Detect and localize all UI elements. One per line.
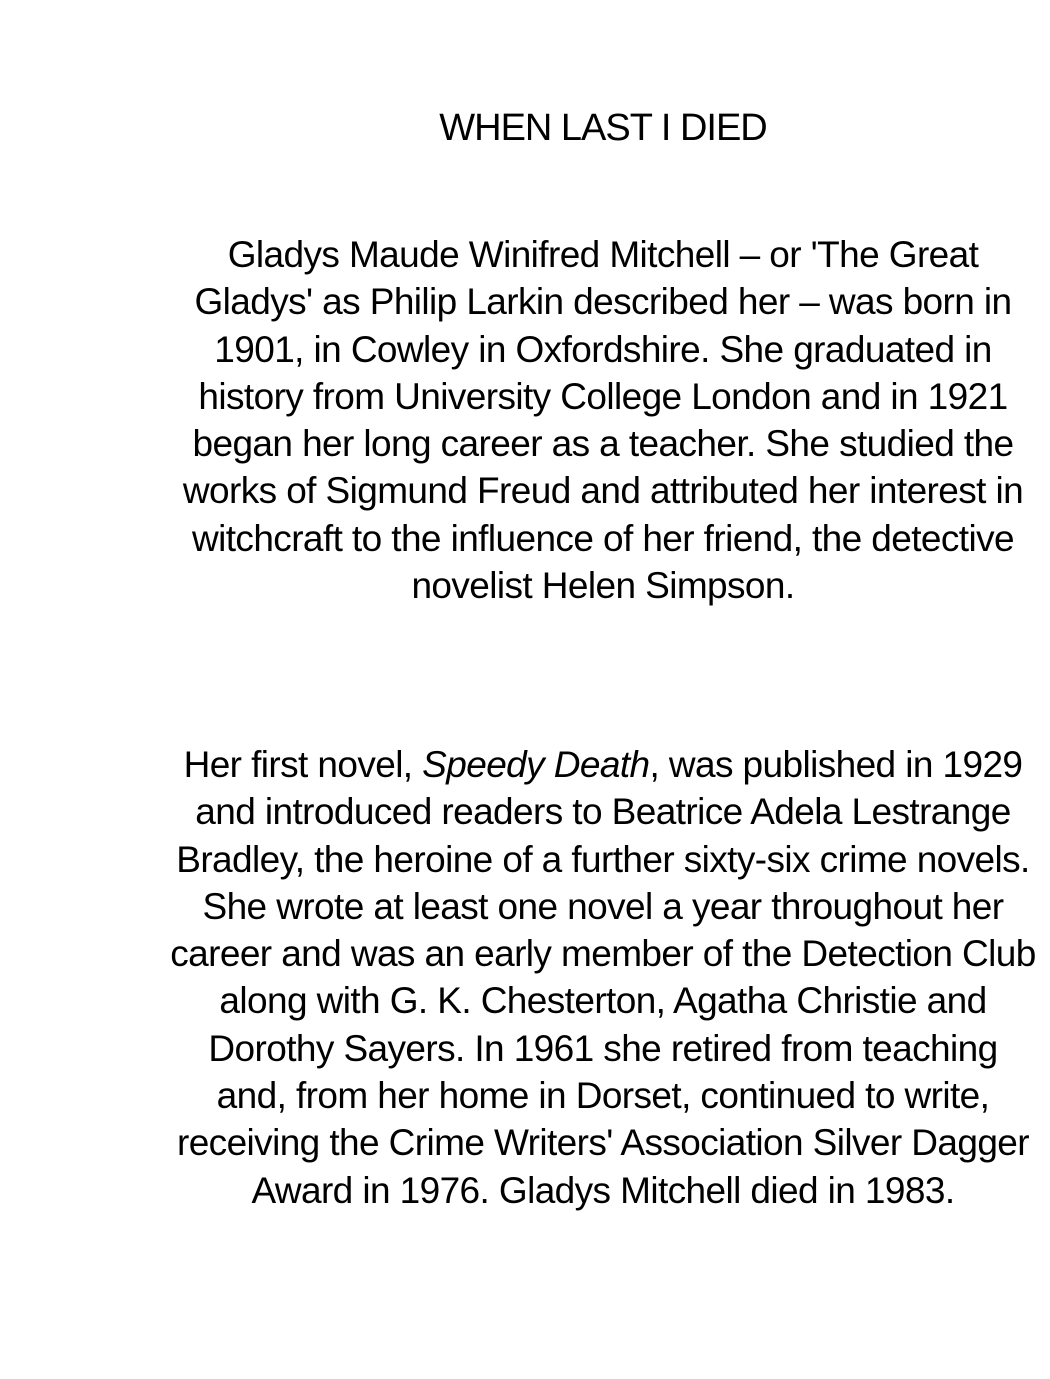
biography-paragraph-1: Gladys Maude Winifred Mitchell – or 'The Great Gladys' as Philip Larkin described her – was born in 1901, in Cowley in Oxfordshire. She graduated in history from University College London and in 1921 began her long career as a teacher. She studied the works of Sigmund Freud and attributed her interest in witchcraft to the influence of her friend, the detective novelist Helen Simpson. bbox=[182, 234, 1024, 607]
paragraph-2-lead: Her first novel, bbox=[183, 744, 423, 785]
novel-title-speedy-death: Speedy Death bbox=[422, 744, 650, 785]
biography-paragraph-2 bbox=[170, 741, 1036, 1214]
paragraph-2-rest: , was published in 1929 and introduced readers to Beatrice Adela Lestrange Bradley, the heroine of a further sixty-six crime novels. She wrote at least one novel a year throughout her career and was an early member of the Detection Club along with G. K. Chesterton, Agatha Christie and Dorothy Sayers. In 1961 she retired from teaching and, from her home in Dorset, continued to write, receiving the Crime Writers' Association Silver Dagger Award in 1976. Gladys Mitchell died in 1983. bbox=[170, 744, 1036, 1211]
page-title: WHEN LAST I DIED bbox=[439, 107, 767, 149]
book-page bbox=[170, 0, 1040, 1379]
